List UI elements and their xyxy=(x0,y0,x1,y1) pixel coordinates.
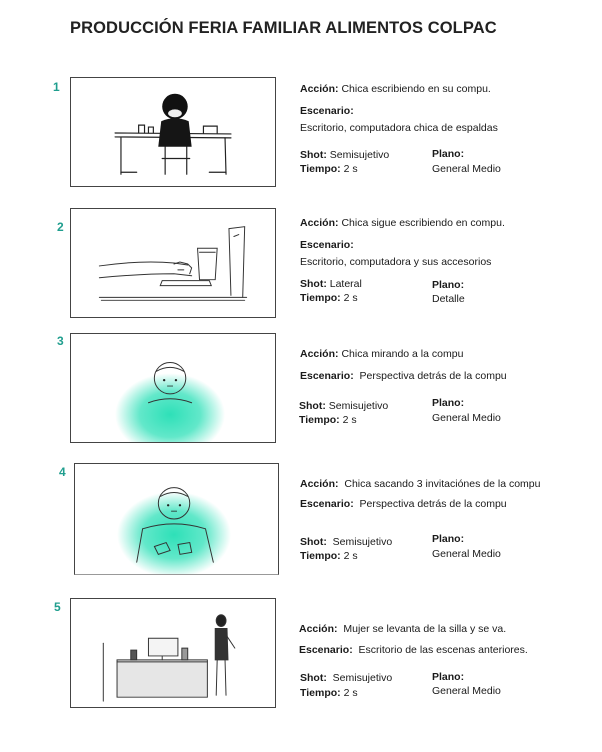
accion-text: Mujer se levanta de la silla y se va. xyxy=(343,623,507,635)
tiempo-label: Tiempo: xyxy=(300,292,341,304)
tiempo-label: Tiempo: xyxy=(300,687,341,699)
accion-text: Chica sigue escribiendo en compu. xyxy=(341,217,505,229)
shot-label: Shot: xyxy=(300,278,327,290)
shot-label: Shot: xyxy=(299,400,326,412)
escenario-label: Escenario: xyxy=(299,644,353,656)
tiempo-label: Tiempo: xyxy=(299,414,340,426)
accion-label: Acción: xyxy=(300,217,339,229)
plano-text: General Medio xyxy=(432,685,501,697)
storyboard-frame xyxy=(70,598,276,708)
scene-number: 1 xyxy=(53,80,60,94)
plano-text: Detalle xyxy=(432,293,465,305)
escenario-text: Perspectiva detrás de la compu xyxy=(359,370,507,382)
scene-number: 4 xyxy=(59,465,66,479)
shot-label: Shot: xyxy=(300,536,327,548)
plano-text: General Medio xyxy=(432,548,501,560)
escenario-label: Escenario: xyxy=(300,105,354,117)
storyboard-frame xyxy=(74,463,279,575)
shot-text: Semisujetivo xyxy=(332,536,393,548)
plano-label: Plano: xyxy=(432,671,465,683)
accion-text: Chica mirando a la compu xyxy=(341,348,464,360)
plano-text: General Medio xyxy=(432,163,501,175)
scene-number: 2 xyxy=(57,220,64,234)
storyboard-frame xyxy=(70,333,276,443)
escenario-label: Escenario: xyxy=(300,498,354,510)
accion-label: Acción: xyxy=(300,348,339,360)
tiempo-text: 2 s xyxy=(343,292,358,304)
accion-text: Chica sacando 3 invitaciónes de la compu xyxy=(344,478,541,490)
tiempo-text: 2 s xyxy=(342,414,357,426)
escenario-text: Escritorio, computadora chica de espaldas xyxy=(300,122,498,134)
shot-text: Semisujetivo xyxy=(328,400,389,412)
storyboard-frame xyxy=(70,208,276,318)
plano-label: Plano: xyxy=(432,279,465,291)
tiempo-text: 2 s xyxy=(343,163,358,175)
escenario-text: Escritorio de las escenas anteriores. xyxy=(358,644,528,656)
storyboard-frame xyxy=(70,77,276,187)
sketch-girl-invitations xyxy=(75,464,278,574)
escenario-text: Perspectiva detrás de la compu xyxy=(359,498,507,510)
accion-label: Acción: xyxy=(300,478,339,490)
shot-text: Semisujetivo xyxy=(329,149,390,161)
accion-text: Chica escribiendo en su compu. xyxy=(341,83,491,95)
sketch-girl-at-desk xyxy=(71,78,275,186)
sketch-hands-typing xyxy=(71,209,275,317)
sketch-girl-glow xyxy=(71,334,275,442)
tiempo-text: 2 s xyxy=(343,550,358,562)
shot-text: Semisujetivo xyxy=(332,672,393,684)
escenario-label: Escenario: xyxy=(300,370,354,382)
tiempo-label: Tiempo: xyxy=(300,163,341,175)
plano-text: General Medio xyxy=(432,412,501,424)
scene-number: 5 xyxy=(54,600,61,614)
plano-label: Plano: xyxy=(432,148,465,160)
page-title: PRODUCCIÓN FERIA FAMILIAR ALIMENTOS COLPAC xyxy=(70,19,497,37)
shot-label: Shot: xyxy=(300,672,327,684)
escenario-label: Escenario: xyxy=(300,239,354,251)
accion-label: Acción: xyxy=(299,623,338,635)
accion-label: Acción: xyxy=(300,83,339,95)
sketch-woman-leaving xyxy=(71,599,275,707)
scene-number: 3 xyxy=(57,334,64,348)
tiempo-label: Tiempo: xyxy=(300,550,341,562)
shot-text: Lateral xyxy=(329,278,362,290)
plano-label: Plano: xyxy=(432,397,465,409)
tiempo-text: 2 s xyxy=(343,687,358,699)
plano-label: Plano: xyxy=(432,533,465,545)
escenario-text: Escritorio, computadora y sus accesorios xyxy=(300,256,492,268)
shot-label: Shot: xyxy=(300,149,327,161)
